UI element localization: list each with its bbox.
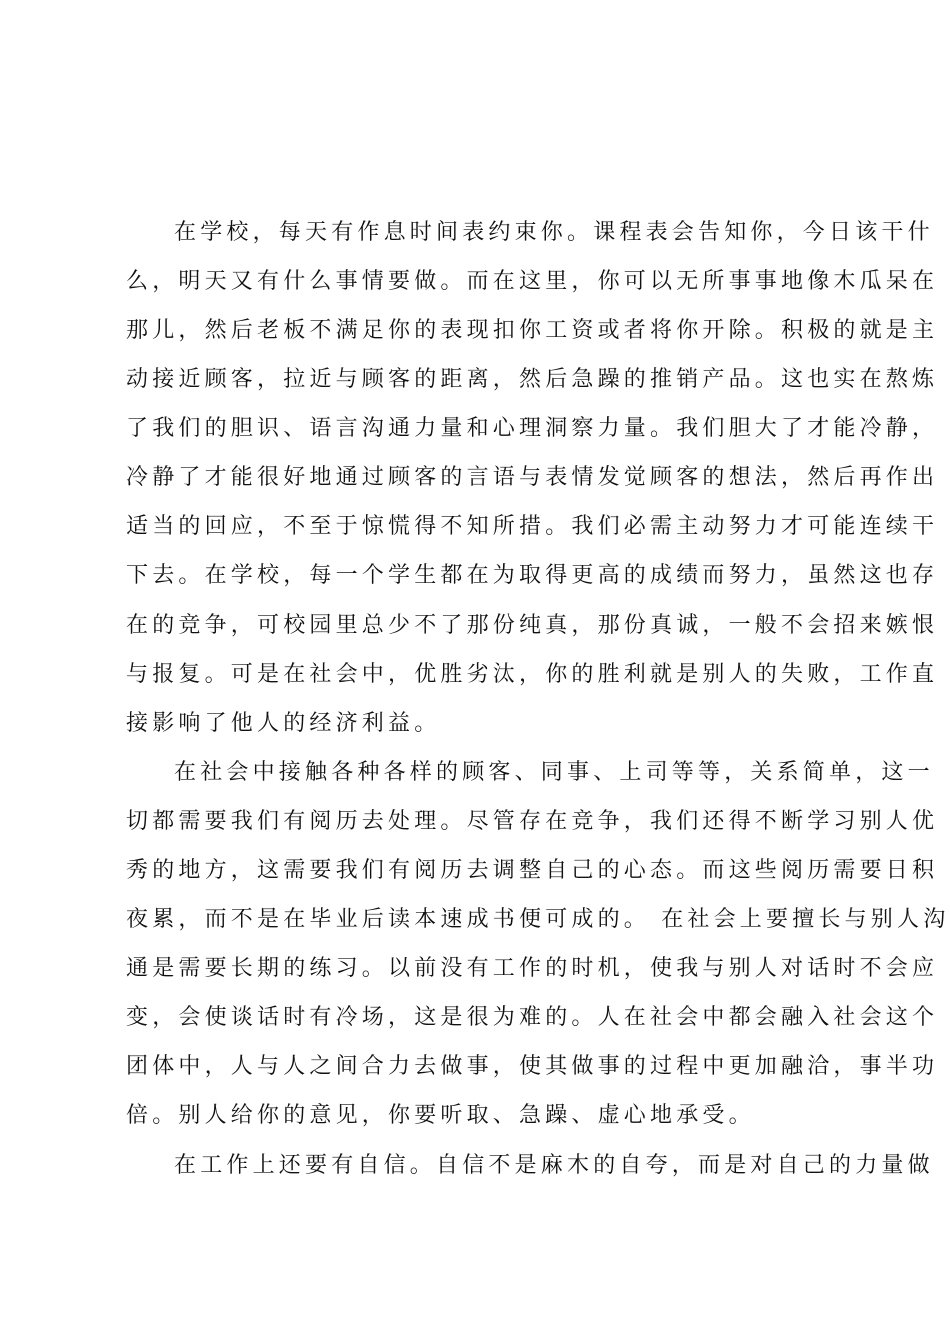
paragraph-2-line-8: 倍。别人给你的意见，你要听取、急躁、虚心地承受。 <box>126 1103 755 1128</box>
paragraph-2-line-1: 在社会中接触各种各样的顾客、同事、上司等等，关系简单，这一 <box>174 760 934 785</box>
paragraph-2-line-2: 切都需要我们有阅历去处理。尽管存在竞争，我们还得不断学习别人优 <box>126 809 939 834</box>
paragraph-2-line-5: 通是需要长期的练习。以前没有工作的时机，使我与别人对话时不会应 <box>126 956 939 981</box>
paragraph-2-line-7: 团体中，人与人之间合力去做事，使其做事的过程中更加融洽，事半功 <box>126 1054 939 1079</box>
paragraph-1-line-6: 冷静了才能很好地通过顾客的言语与表情发觉顾客的想法，然后再作出 <box>126 465 939 490</box>
paragraph-1-line-7: 适当的回应，不至于惊慌得不知所措。我们必需主动努力才可能连续干 <box>126 514 939 539</box>
paragraph-1-line-11: 接影响了他人的经济利益。 <box>126 711 441 736</box>
paragraph-1-line-1: 在学校，每天有作息时间表约束你。课程表会告知你，今日该干什 <box>174 220 934 245</box>
paragraph-2-line-6: 变，会使谈话时有冷场，这是很为难的。人在社会中都会融入社会这个 <box>126 1005 939 1030</box>
paragraph-1-line-4: 动接近顾客，拉近与顾客的距离，然后急躁的推销产品。这也实在熬炼 <box>126 367 939 392</box>
paragraph-1-line-9: 在的竞争，可校园里总少不了那份纯真，那份真诚，一般不会招来嫉恨 <box>126 613 939 638</box>
paragraph-1-line-2: 么，明天又有什么事情要做。而在这里，你可以无所事事地像木瓜呆在 <box>126 269 939 294</box>
paragraph-1-line-10: 与报复。可是在社会中，优胜劣汰，你的胜利就是别人的失败，工作直 <box>126 662 939 687</box>
paragraph-2-line-3: 秀的地方，这需要我们有阅历去调整自己的心态。而这些阅历需要日积 <box>126 858 939 883</box>
paragraph-1-line-8: 下去。在学校，每一个学生都在为取得更高的成绩而努力，虽然这也存 <box>126 563 939 588</box>
paragraph-2-line-4: 夜累，而不是在毕业后读本速成书便可成的。 在社会上要擅长与别人沟 <box>126 907 950 932</box>
paragraph-1-line-3: 那儿，然后老板不满足你的表现扣你工资或者将你开除。积极的就是主 <box>126 318 939 343</box>
paragraph-3-line-1: 在工作上还要有自信。自信不是麻木的自夸，而是对自己的力量做 <box>174 1153 934 1178</box>
paragraph-1-line-5: 了我们的胆识、语言沟通力量和心理洞察力量。我们胆大了才能冷静， <box>126 416 939 441</box>
